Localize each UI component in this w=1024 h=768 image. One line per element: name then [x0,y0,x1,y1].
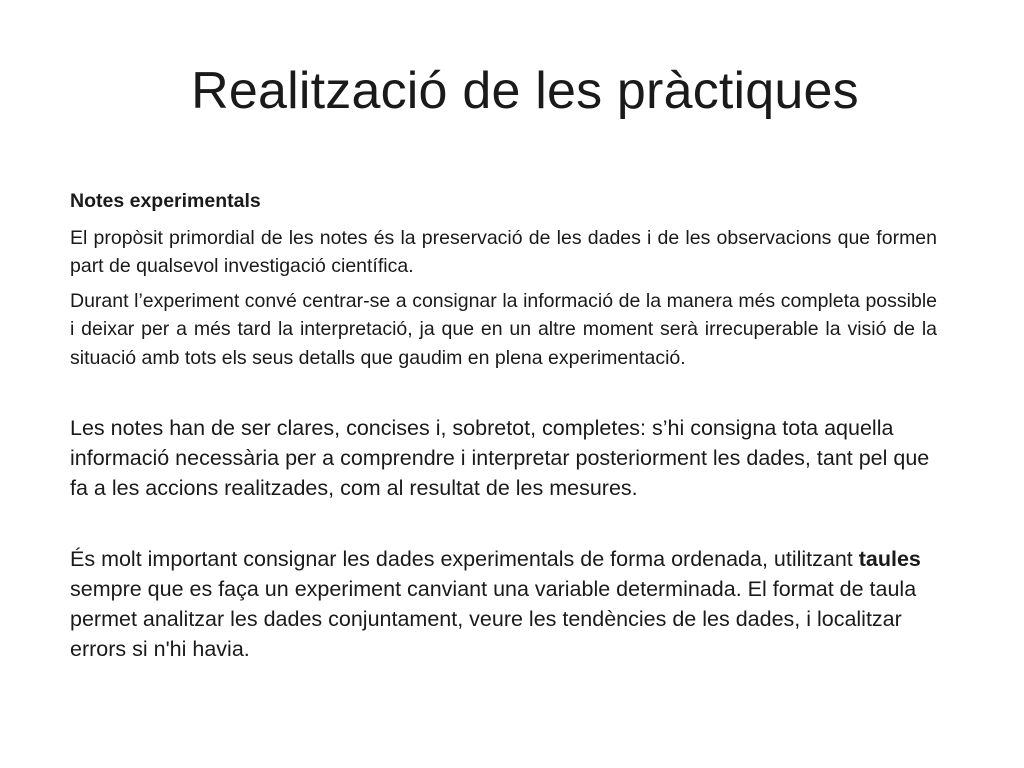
paragraph-tables [70,544,937,664]
paragraph-notes-qualities: Les notes han de ser clares, concises i, sobretot, completes: s’hi consigna tota aquella informació necessària per a comprendre i interpretar posteriorment les dades, tant pel que fa a les accions realitzades, com al resultat de les mesures. [70,416,930,500]
paragraph-tables-pre: És molt important consignar les dades experimentals de forma ordenada, utilitzant [70,547,859,571]
paragraph-purpose: El propòsit primordial de les notes és la preservació de les dades i de les observacions que formen part de qualsevol investigació científica. [70,226,937,277]
paragraph-during-experiment: Durant l’experiment convé centrar-se a consignar la informació de la manera més completa possible i deixar per a més tard la interpretació, ja que en un altre moment serà irrecuperable la visió de la situació amb tots els seus detalls que gaudim en plena experimentació. [70,289,937,369]
paragraph-tables-post: sempre que es faça un experiment canviant una variable determinada. El format de taula permet analitzar les dades conjuntament, veure les tendències de les dades, i localitzar errors si n'hi havia. [70,577,917,661]
slide-title: Realització de les pràctiques [191,62,859,120]
spacer [70,378,937,413]
spacer [70,509,937,544]
paragraph-tables-keyword: taules [858,547,921,571]
section-heading: Notes experimentals [70,190,261,212]
slide-content [70,187,937,670]
